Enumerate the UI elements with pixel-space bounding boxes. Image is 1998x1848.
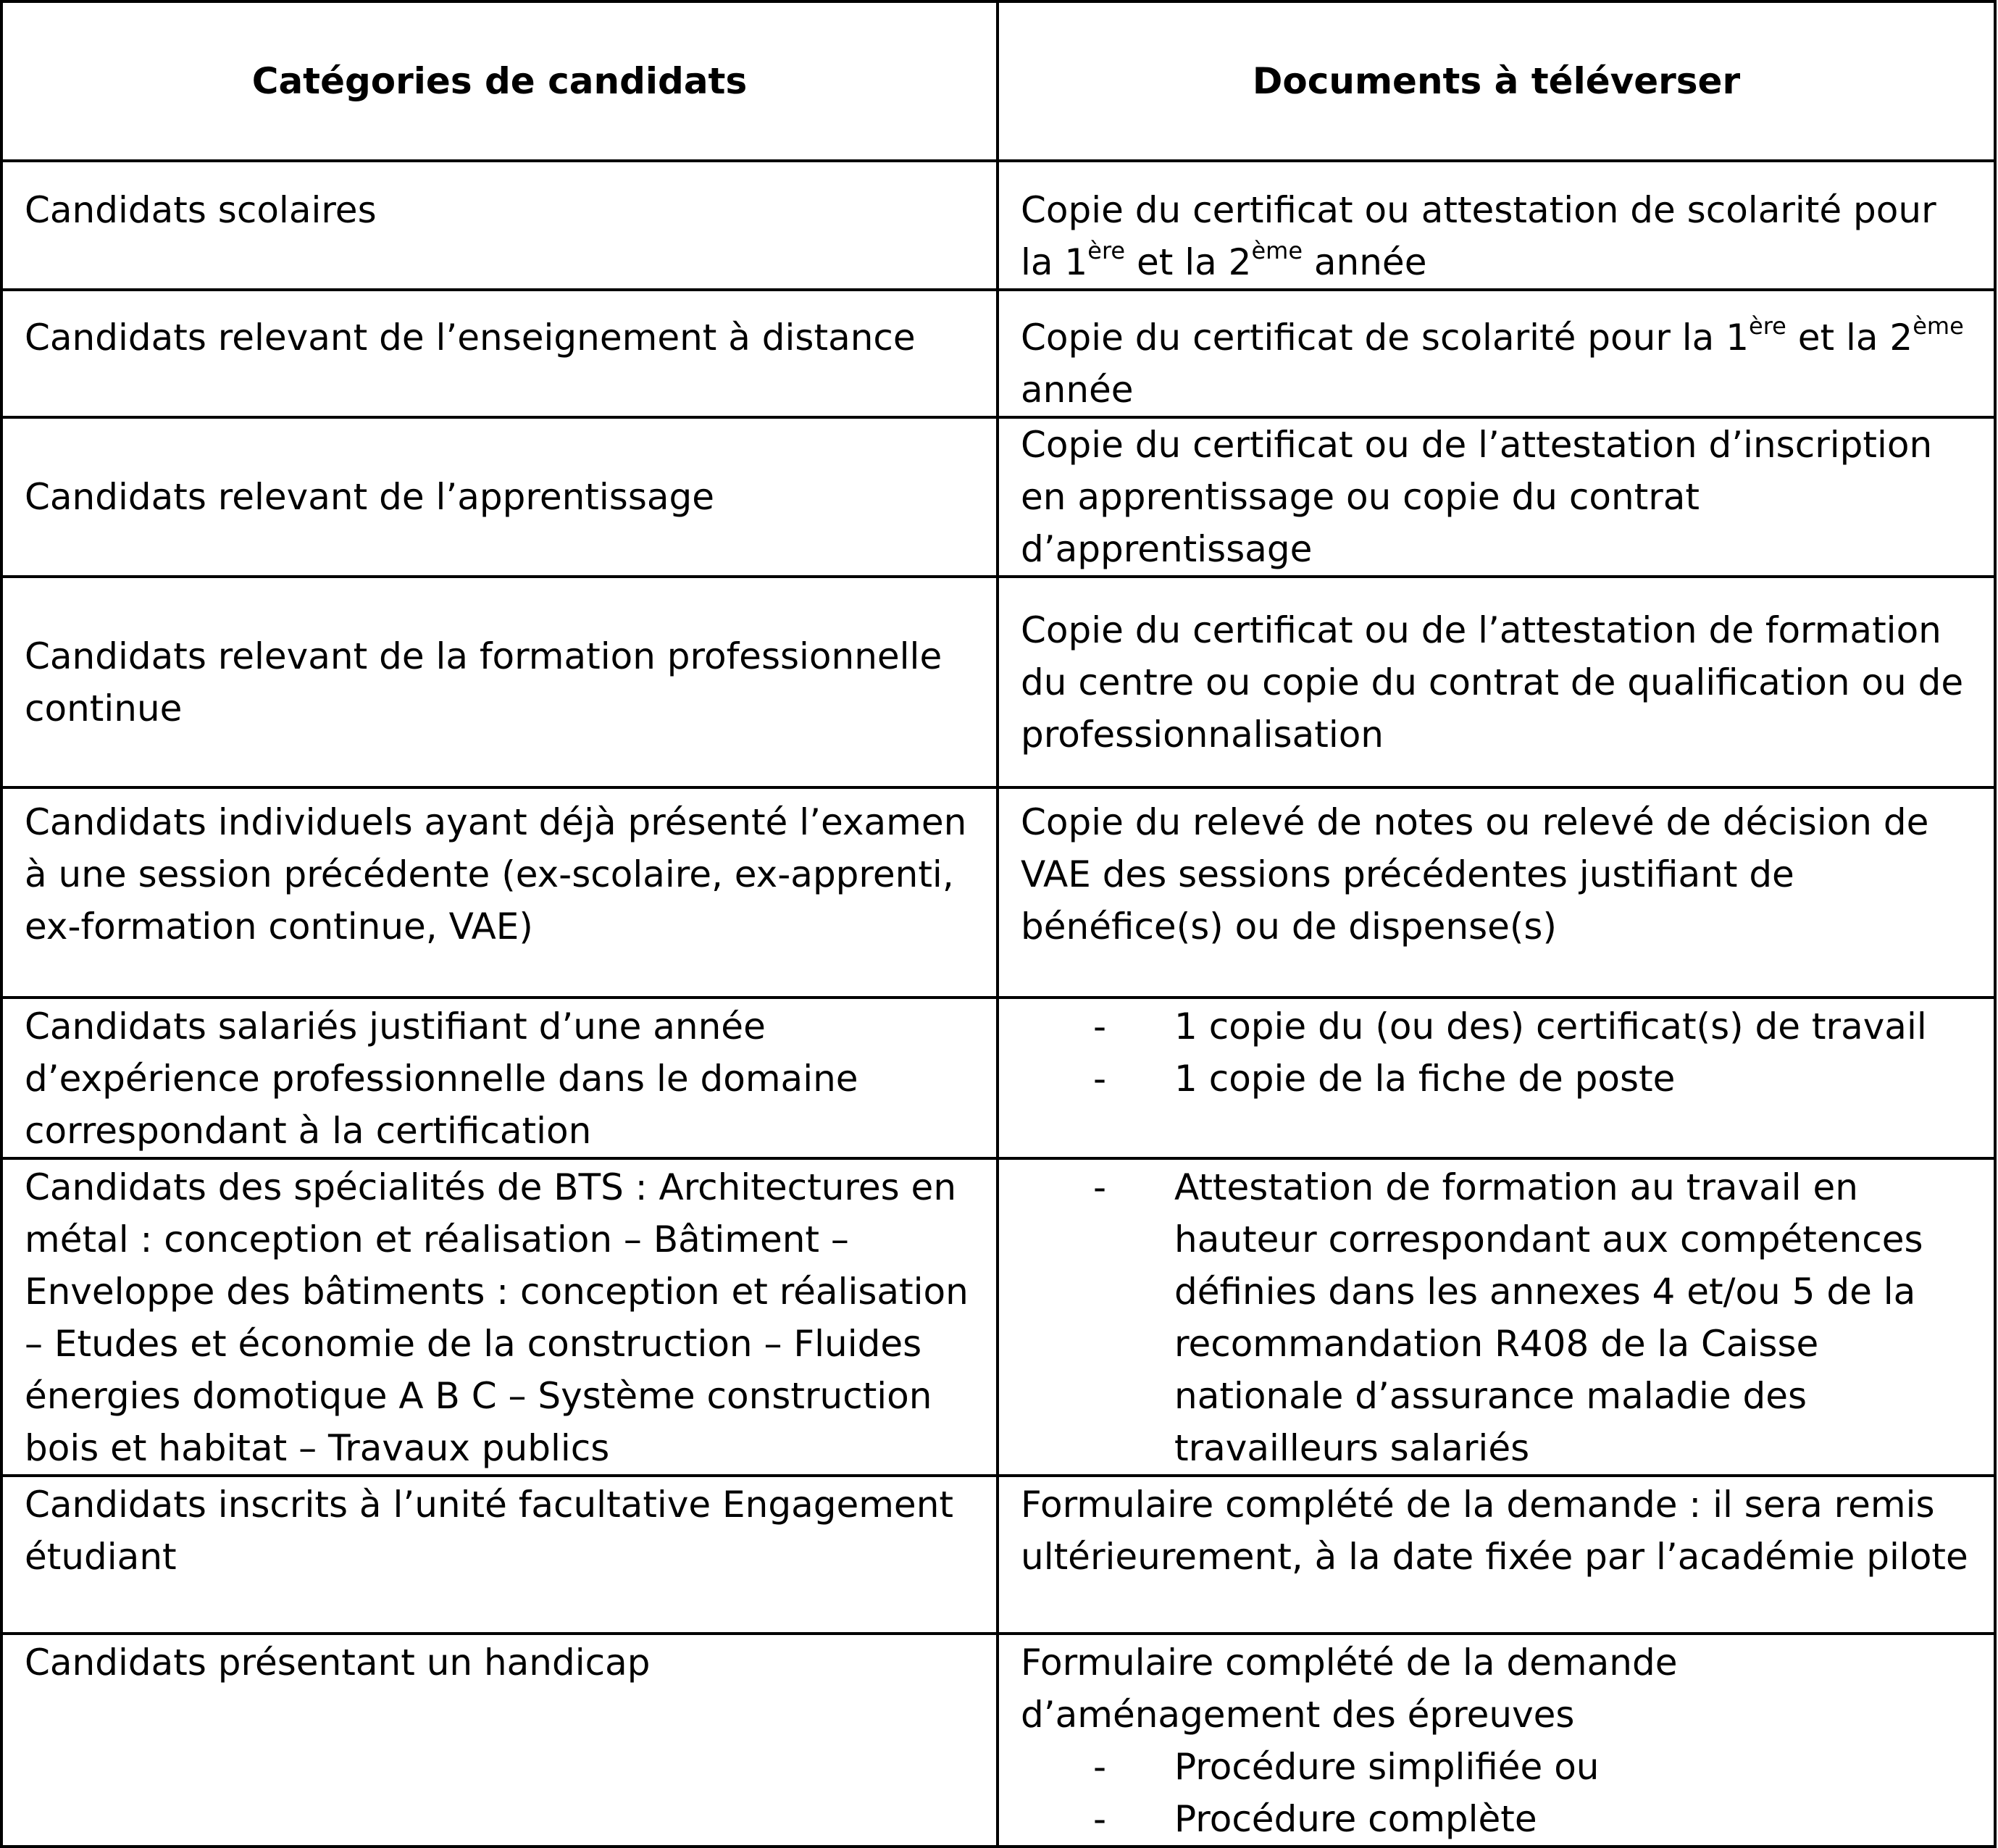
dash-bullet: - <box>1093 1005 1107 1048</box>
documents-cell: Copie du relevé de notes ou relevé de décision de VAE des sessions précédentes justifiant de bénéfice(s) ou de dispense(s) <box>998 787 1995 998</box>
dash-bullet: - <box>1093 1058 1107 1100</box>
list-item <box>1021 1161 1972 1474</box>
table-row <box>1 577 1995 787</box>
list-item-text: 1 copie du (ou des) certificat(s) de travail <box>1174 1005 1927 1048</box>
list-item-text: Attestation de formation au travail en hauteur correspondant aux compétences définies dans les annexes 4 et/ou 5 de la recommandation R408 de la Caisse nationale d’assurance maladie des travailleurs salariés <box>1174 1166 1923 1469</box>
doc-text: année <box>1303 241 1427 283</box>
list-item-text: Procédure complète <box>1174 1798 1537 1840</box>
category-cell: Candidats relevant de l’apprentissage <box>1 417 998 577</box>
doc-text: Copie du certificat ou attestation de scolarité pour la 1 <box>1021 189 1936 283</box>
list-item-text: Procédure simplifiée ou <box>1174 1746 1600 1788</box>
category-cell: Candidats relevant de l’enseignement à distance <box>1 290 998 417</box>
table-row <box>1 290 1995 417</box>
list-item <box>1021 1000 1972 1053</box>
category-cell: Candidats relevant de la formation professionnelle continue <box>1 577 998 787</box>
table-row <box>1 1634 1995 1847</box>
list-item <box>1021 1053 1972 1105</box>
doc-list <box>1021 1000 1972 1105</box>
table-row <box>1 998 1995 1158</box>
doc-text: année <box>1021 369 1134 411</box>
category-cell: Candidats scolaires <box>1 161 998 290</box>
doc-text: Copie du certificat de scolarité pour la 1 <box>1021 317 1750 359</box>
header-categories: Catégories de candidats <box>1 1 998 161</box>
doc-superscript: ème <box>1251 237 1303 265</box>
documents-cell <box>998 1634 1995 1847</box>
category-cell: Candidats des spécialités de BTS : Architectures en métal : conception et réalisation – Bâtiment – Enveloppe des bâtiments : conception et réalisation – Etudes et économie de la construction – Fluides énergies domotique A B C – Système construction bois et habitat – Travaux publics <box>1 1158 998 1476</box>
header-documents: Documents à téléverser <box>998 1 1995 161</box>
doc-text: et la 2 <box>1125 241 1252 283</box>
table-header-row <box>1 1 1995 161</box>
category-cell: Candidats inscrits à l’unité facultative Engagement étudiant <box>1 1476 998 1634</box>
category-cell: Candidats individuels ayant déjà présenté l’examen à une session précédente (ex-scolaire, ex-apprenti, ex-formation continue, VAE) <box>1 787 998 998</box>
table-row <box>1 161 1995 290</box>
dash-bullet: - <box>1093 1798 1107 1840</box>
documents-cell: Copie du certificat ou de l’attestation d’inscription en apprentissage ou copie du contrat d’apprentissage <box>998 417 1995 577</box>
list-item <box>1021 1793 1972 1845</box>
documents-cell <box>998 290 1995 417</box>
doc-superscript: ère <box>1749 312 1786 340</box>
doc-list <box>1021 1161 1972 1474</box>
doc-text: Formulaire complété de la demande d’aménagement des épreuves <box>1021 1642 1678 1736</box>
category-cell: Candidats salariés justifiant d’une année d’expérience professionnelle dans le domaine correspondant à la certification <box>1 998 998 1158</box>
doc-superscript: ère <box>1087 237 1126 265</box>
doc-superscript: ème <box>1913 312 1964 340</box>
table-row <box>1 1476 1995 1634</box>
table-row <box>1 1158 1995 1476</box>
table-row <box>1 787 1995 998</box>
documents-cell <box>998 161 1995 290</box>
list-item-text: 1 copie de la fiche de poste <box>1174 1058 1676 1100</box>
documents-cell <box>998 1158 1995 1476</box>
documents-cell <box>998 998 1995 1158</box>
doc-list <box>1021 1741 1972 1845</box>
category-cell: Candidats présentant un handicap <box>1 1634 998 1847</box>
documents-cell: Formulaire complété de la demande : il sera remis ultérieurement, à la date fixée par l’académie pilote <box>998 1476 1995 1634</box>
table-row <box>1 417 1995 577</box>
doc-text: et la 2 <box>1786 317 1913 359</box>
documents-cell: Copie du certificat ou de l’attestation de formation du centre ou copie du contrat de qualification ou de professionnalisation <box>998 577 1995 787</box>
list-item <box>1021 1741 1972 1793</box>
dash-bullet: - <box>1093 1746 1107 1788</box>
dash-bullet: - <box>1093 1166 1107 1208</box>
